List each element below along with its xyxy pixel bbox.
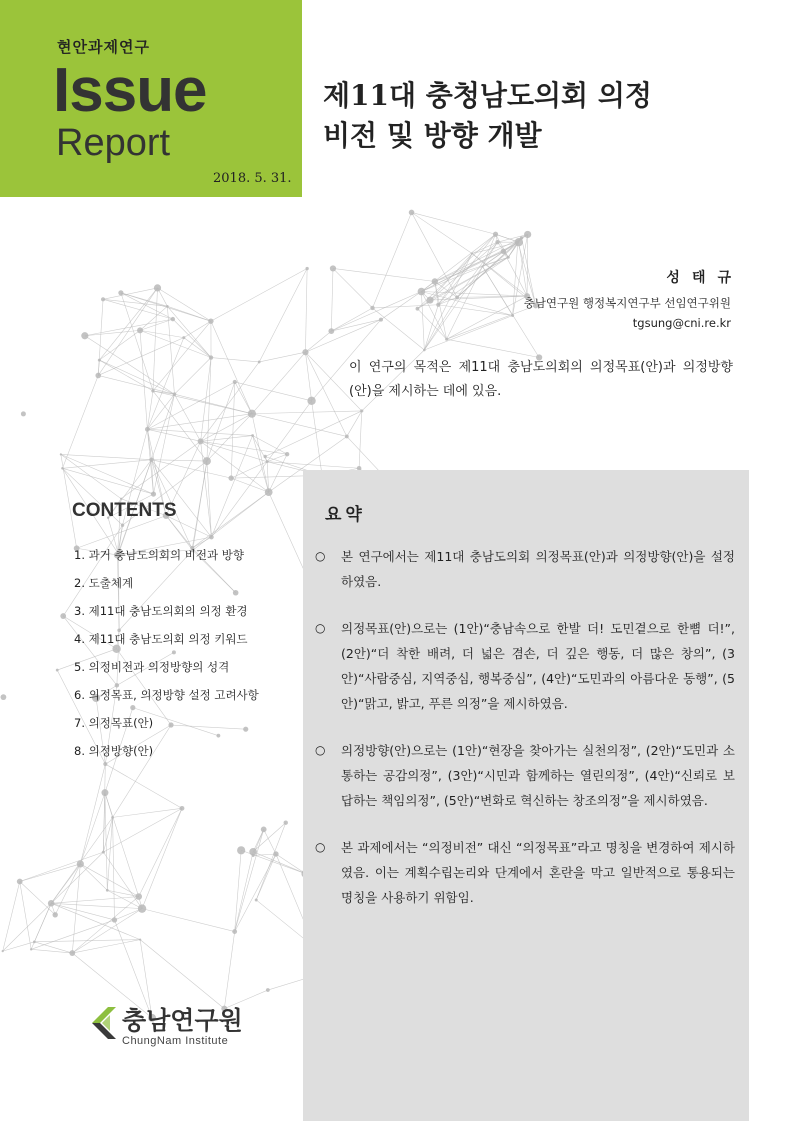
network-line [20, 881, 31, 949]
network-line [211, 269, 307, 322]
network-node [495, 240, 499, 244]
network-node [111, 816, 114, 819]
network-node [360, 409, 363, 412]
network-node [265, 488, 273, 496]
network-line [142, 808, 182, 908]
network-line [105, 764, 182, 808]
network-node [524, 231, 531, 238]
network-line [3, 881, 20, 951]
network-node [258, 361, 261, 364]
network-line [435, 234, 528, 281]
network-node [501, 249, 506, 254]
network-line [140, 940, 224, 1009]
network-node [30, 948, 32, 950]
network-line [372, 212, 411, 308]
series-label: 현안과제연구 [57, 38, 150, 56]
network-line [201, 441, 269, 492]
summary-text: 본 연구에서는 제11대 충남도의회 의정목표(안)과 의정방향(안)을 설정하였음. [341, 549, 735, 589]
network-node [17, 879, 23, 885]
network-line [224, 932, 234, 1009]
network-line [62, 375, 98, 468]
network-line [147, 414, 252, 430]
network-line [447, 267, 483, 340]
network-node [471, 252, 473, 254]
network-line [207, 461, 212, 537]
network-line [447, 306, 536, 340]
summary-item [315, 616, 735, 716]
institute-name: 충남연구원 [122, 1006, 243, 1035]
contents-item[interactable]: 1. 과거 충남도의회의 비전과 방향 [74, 548, 245, 562]
summary-text: 의정방향(안)으로는 (1안)“현장을 찾아가는 실천의정”, (2안)“도민과 소통하는 공감의정”, (3안)“시민과 함께하는 열린의정”, (4안)“신뢰로 보답하는 책임의정”, (5안)“변화로 혁신하는 창조의정”을 제시하였음. [341, 743, 735, 808]
network-line [331, 268, 333, 331]
network-line [85, 330, 140, 335]
contents-item[interactable]: 8. 의정방향(안) [74, 744, 154, 758]
header-green-box [0, 0, 302, 197]
network-line [114, 909, 142, 920]
network-node [151, 491, 156, 496]
network-line [85, 319, 173, 336]
network-node [149, 458, 153, 462]
network-line [140, 330, 147, 429]
network-line [139, 808, 182, 896]
title-line-2: 비전 및 방향 개발 [323, 119, 542, 152]
summary-box [303, 470, 749, 1121]
network-node [516, 240, 519, 243]
network-line [305, 331, 331, 352]
network-node [166, 305, 169, 308]
network-line [99, 288, 157, 360]
network-node [106, 889, 109, 892]
contents-item[interactable]: 7. 의정목표(안) [74, 716, 154, 730]
network-line [80, 864, 107, 890]
network-line [174, 394, 251, 413]
network-line [51, 903, 140, 939]
network-line [201, 441, 288, 454]
network-line [140, 330, 184, 337]
network-node [171, 317, 175, 321]
network-node [285, 452, 289, 456]
network-node [208, 318, 213, 323]
network-node [2, 950, 4, 952]
network-node [266, 460, 269, 463]
network-node [445, 338, 448, 341]
network-node [423, 349, 426, 352]
network-line [253, 823, 286, 852]
network-line [211, 358, 259, 362]
network-line [253, 852, 306, 874]
contents-item[interactable]: 2. 도출체계 [74, 576, 134, 590]
network-line [305, 352, 311, 401]
network-line [113, 817, 115, 920]
network-node [511, 314, 514, 317]
network-line [276, 854, 306, 874]
network-line [305, 352, 346, 436]
summary-item [315, 835, 735, 910]
report-wordmark: Report [56, 122, 171, 164]
network-line [412, 212, 473, 253]
network-line [513, 242, 518, 316]
network-line [142, 909, 235, 932]
network-node [233, 380, 237, 384]
network-node [203, 457, 211, 465]
network-node [101, 297, 105, 301]
network-line [103, 808, 182, 852]
network-node [249, 848, 257, 856]
network-node [182, 336, 185, 339]
network-line [265, 411, 362, 457]
network-node [139, 938, 141, 940]
network-line [147, 382, 234, 429]
network-node [121, 524, 124, 527]
network-line [80, 793, 105, 864]
network-node [302, 349, 308, 355]
issue-wordmark: Issue [53, 56, 207, 125]
network-line [85, 336, 175, 394]
network-node [60, 613, 66, 619]
contents-heading: CONTENTS [72, 500, 177, 521]
network-node [345, 435, 349, 439]
network-line [153, 394, 174, 494]
network-line [20, 864, 81, 882]
network-line [412, 212, 496, 234]
network-line [381, 292, 421, 320]
network-node [135, 893, 142, 900]
network-node [33, 940, 36, 943]
network-node [370, 306, 374, 310]
network-line [147, 429, 252, 435]
network-node [228, 475, 233, 480]
network-line [331, 320, 381, 332]
network-node [237, 846, 245, 854]
network-line [51, 903, 114, 920]
network-node [209, 355, 213, 359]
network-line [174, 358, 211, 395]
network-node [209, 535, 214, 540]
network-node [418, 288, 426, 296]
network-node [379, 318, 383, 322]
network-line [184, 321, 211, 337]
network-node [154, 284, 161, 291]
summary-item [315, 544, 735, 594]
network-line [253, 436, 269, 493]
author-name: 성태규 [666, 270, 743, 286]
network-line [113, 808, 182, 817]
network-line [121, 293, 153, 391]
network-line [51, 903, 142, 908]
title-line-1: 제11대 충청남도의회 의정 [323, 79, 652, 112]
network-line [174, 394, 200, 441]
report-title [323, 76, 652, 156]
network-line [424, 305, 438, 350]
contents-item[interactable]: 6. 의정목표, 의정방향 설정 고려사항 [74, 688, 259, 702]
network-node [81, 332, 88, 339]
network-line [192, 461, 207, 548]
network-line [61, 454, 152, 459]
contents-list [74, 541, 259, 765]
summary-heading: 요약 [325, 505, 366, 525]
network-line [235, 852, 253, 932]
network-node [61, 467, 64, 470]
network-line [140, 330, 211, 357]
bullet-icon: ○ [315, 840, 326, 854]
network-node [98, 359, 101, 362]
network-node [180, 806, 185, 811]
network-line [235, 382, 312, 401]
author-affiliation: 충남연구원 행정복지연구부 선임연구위원 [523, 296, 731, 310]
network-node [198, 438, 204, 444]
network-line [421, 292, 446, 340]
network-line [99, 360, 153, 391]
network-line [231, 382, 235, 478]
network-node [95, 373, 101, 379]
network-line [140, 319, 173, 330]
network-line [51, 864, 80, 903]
summary-text: 본 과제에서는 “의정비전” 대신 “의정목표”라고 명칭을 변경하여 제시하였음. 이는 계획수립논리와 단계에서 혼란을 막고 일반적으로 통용되는 명칭을 사용하기 위함임. [341, 840, 735, 905]
network-node [118, 290, 123, 295]
contents-item[interactable]: 5. 의정비전과 의정방향의 성격 [74, 660, 230, 674]
network-line [421, 292, 424, 350]
bullet-icon: ○ [315, 621, 326, 635]
author-block [523, 267, 743, 330]
author-email[interactable]: tgsung@cni.re.kr [632, 316, 731, 330]
network-line [80, 764, 105, 864]
network-line [105, 793, 139, 897]
network-node [284, 821, 288, 825]
network-line [103, 793, 105, 852]
network-node [493, 232, 498, 237]
network-line [98, 299, 103, 375]
network-node [507, 256, 510, 259]
network-node [330, 265, 336, 271]
network-node [173, 392, 177, 396]
network-node [112, 917, 117, 922]
network-node [416, 307, 420, 311]
network-line [107, 890, 142, 908]
network-line [252, 414, 269, 492]
network-line [103, 299, 173, 319]
network-node [1, 694, 7, 700]
network-line [20, 852, 104, 881]
publication-date: 2018. 5. 31. [213, 171, 292, 186]
network-node [151, 389, 154, 392]
network-node [255, 898, 258, 901]
network-node [266, 988, 270, 992]
network-line [372, 308, 424, 350]
network-line [252, 411, 362, 414]
network-node [53, 912, 58, 917]
network-line [259, 269, 307, 362]
network-line [153, 321, 211, 391]
network-node [273, 851, 278, 856]
network-node [48, 900, 55, 907]
network-line [483, 267, 513, 316]
network-node [77, 860, 84, 867]
chungnam-logo-icon [90, 1003, 122, 1043]
network-node [305, 267, 308, 270]
network-line [421, 251, 503, 291]
network-line [98, 375, 174, 394]
network-node [263, 455, 266, 458]
network-node [432, 278, 438, 284]
network-node [56, 669, 59, 672]
network-line [359, 411, 362, 468]
network-node [21, 411, 26, 416]
network-line [231, 478, 269, 492]
network-node [69, 950, 75, 956]
network-node [520, 236, 523, 239]
network-line [424, 315, 512, 350]
network-line [331, 308, 372, 331]
network-node [436, 303, 440, 307]
network-line [372, 305, 438, 308]
summary-text: 의정목표(안)으로는 (1안)“충남속으로 한발 더! 도민곁으로 한뼘 더!”, (2안)“더 착한 배려, 더 넓은 겸손, 더 깊은 행동, 더 많은 창의”, (3안)“사람중심, 지역중심, 행복중심”, (4안)“도민과의 아름다운 동행”, (5안)“맑고, 밝고, 푸른 의정”을 제시하였음. [341, 621, 735, 711]
bullet-icon: ○ [315, 549, 326, 563]
summary-list [315, 544, 735, 932]
contents-item[interactable]: 4. 제11대 충남도의회 의정 키워드 [74, 632, 248, 646]
network-node [138, 904, 146, 912]
network-node [60, 453, 62, 455]
network-node [481, 265, 483, 267]
network-node [455, 295, 459, 299]
network-line [20, 881, 55, 914]
network-node [307, 397, 315, 405]
network-node [102, 851, 105, 854]
network-node [145, 427, 150, 432]
network-node [427, 297, 434, 304]
network-line [107, 890, 138, 896]
network-node [137, 327, 143, 333]
network-line [447, 339, 540, 357]
network-node [261, 826, 267, 832]
network-line [140, 306, 167, 330]
network-node [101, 789, 108, 796]
bullet-icon: ○ [315, 743, 326, 757]
network-node [232, 929, 237, 934]
network-node [248, 410, 256, 418]
network-node [409, 210, 415, 216]
network-line [192, 492, 268, 548]
network-line [256, 854, 276, 900]
network-line [157, 288, 210, 321]
summary-item [315, 738, 735, 813]
network-line [333, 268, 373, 308]
network-line [235, 382, 252, 414]
network-node [328, 328, 334, 334]
network-line [151, 460, 206, 461]
network-line [305, 269, 307, 353]
abstract-text: 이 연구의 목적은 제11대 충남도의회의 의정목표(안)과 의정방향(안)을 제시하는 데에 있음. [349, 360, 733, 399]
institute-english-name: ChungNam Institute [122, 1035, 229, 1047]
network-line [235, 854, 276, 932]
contents-item[interactable]: 3. 제11대 충남도의회의 의정 환경 [74, 604, 248, 618]
network-line [184, 338, 211, 358]
network-node [251, 434, 254, 437]
